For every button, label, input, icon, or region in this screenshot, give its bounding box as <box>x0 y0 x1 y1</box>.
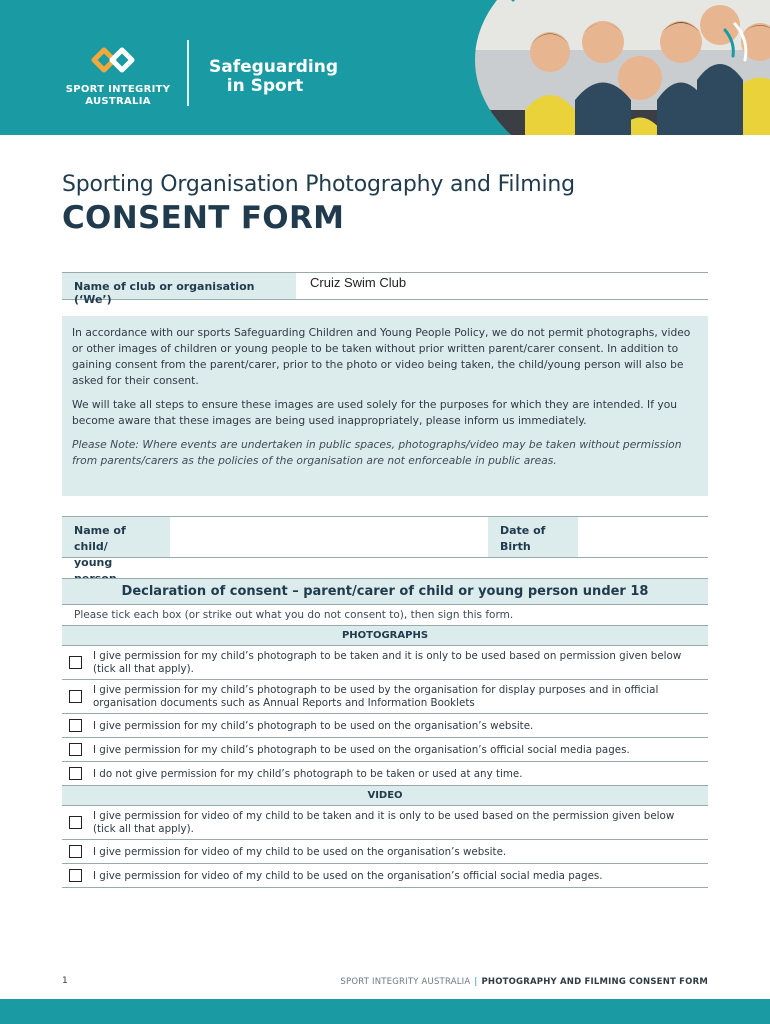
declaration-section <box>62 578 708 888</box>
safeguarding-logo-text: Safeguarding in Sport <box>209 57 339 96</box>
policy-paragraph: We will take all steps to ensure these images are used solely for the purposes for which they are intended. If you become aware that these images are being used inappropriately, please inform us immediately. <box>72 398 678 427</box>
consent-checkbox[interactable] <box>69 767 82 780</box>
footer-running-title <box>340 977 708 987</box>
sport-integrity-logo-icon <box>90 40 136 80</box>
consent-text: I give permission for my child’s photograph to be used by the organisation for display purposes and in official organisation documents such as Annual Reports and Information Booklets <box>93 684 659 709</box>
consent-text: I give permission for video of my child to be used on the organisation’s website. <box>93 846 507 858</box>
policy-paragraph: In accordance with our sports Safeguarding Children and Young People Policy, we do not permit photographs, video or other images of children or young people to be taken without prior written parent/carer consent. In addition to gaining consent from the parent/carer, prior to the photo or video being taken, the child/young person will also be asked for their consent. <box>72 326 691 387</box>
form-title: CONSENT FORM <box>62 200 345 236</box>
consent-checkbox[interactable] <box>69 656 82 669</box>
club-name-label: Name of club or organisation (‘We’) <box>62 273 296 299</box>
consent-text: I give permission for video of my child to be taken and it is only to be used based on the permission given below (tick all that apply). <box>93 810 675 835</box>
date-of-birth-label: Date of Birth <box>488 517 578 557</box>
video-heading: VIDEO <box>62 786 708 806</box>
footer-separator: | <box>474 977 478 987</box>
consent-checkbox[interactable] <box>69 719 82 732</box>
consent-checkbox[interactable] <box>69 869 82 882</box>
consent-text: I give permission for my child’s photograph to be used on the organisation’s official social media pages. <box>93 744 630 756</box>
footer-doc-title: PHOTOGRAPHY AND FILMING CONSENT FORM <box>481 977 708 987</box>
policy-info-box <box>62 316 708 496</box>
consent-text: I do not give permission for my child’s photograph to be taken or used at any time. <box>93 768 523 780</box>
consent-item <box>62 714 708 738</box>
consent-item <box>62 680 708 714</box>
photographs-heading: PHOTOGRAPHS <box>62 626 708 646</box>
consent-item <box>62 864 708 888</box>
form-subtitle: Sporting Organisation Photography and Filming <box>62 172 575 197</box>
child-name-field[interactable] <box>172 517 486 557</box>
logo-divider <box>187 40 189 106</box>
consent-item <box>62 646 708 680</box>
consent-checkbox[interactable] <box>69 845 82 858</box>
consent-text: I give permission for my child’s photograph to be taken and it is only to be used based on permission given below (tick all that apply). <box>93 650 682 675</box>
kids-selfie-photo <box>435 0 770 135</box>
org-logo-text: SPORT INTEGRITY AUSTRALIA <box>65 84 171 107</box>
page-number: 1 <box>62 976 68 986</box>
club-name-row <box>62 272 708 306</box>
date-of-birth-field[interactable] <box>580 517 708 557</box>
child-name-label: Name of child/ young <box>62 517 170 557</box>
consent-item <box>62 762 708 786</box>
child-details-row <box>62 516 708 569</box>
declaration-instruction: Please tick each box (or strike out what you do not consent to), then sign this form. <box>62 605 708 626</box>
public-spaces-note: Please Note: Where events are undertaken in public spaces, photographs/video may be taken without permission from parents/carers as the policies of the organisation are not enforceable in public areas. <box>72 438 682 467</box>
club-name-field[interactable]: Cruiz Swim Club <box>310 275 407 290</box>
consent-item <box>62 738 708 762</box>
consent-checkbox[interactable] <box>69 743 82 756</box>
footer-band <box>0 999 770 1024</box>
consent-text: I give permission for my child’s photograph to be used on the organisation’s website. <box>93 720 534 732</box>
consent-item <box>62 806 708 840</box>
header-band <box>0 0 770 135</box>
consent-item <box>62 840 708 864</box>
consent-text: I give permission for video of my child to be used on the organisation’s official social media pages. <box>93 870 603 882</box>
declaration-heading: Declaration of consent – parent/carer of child or young person under 18 <box>62 578 708 605</box>
consent-checkbox[interactable] <box>69 816 82 829</box>
consent-checkbox[interactable] <box>69 690 82 703</box>
footer-org: SPORT INTEGRITY AUSTRALIA <box>340 977 471 987</box>
